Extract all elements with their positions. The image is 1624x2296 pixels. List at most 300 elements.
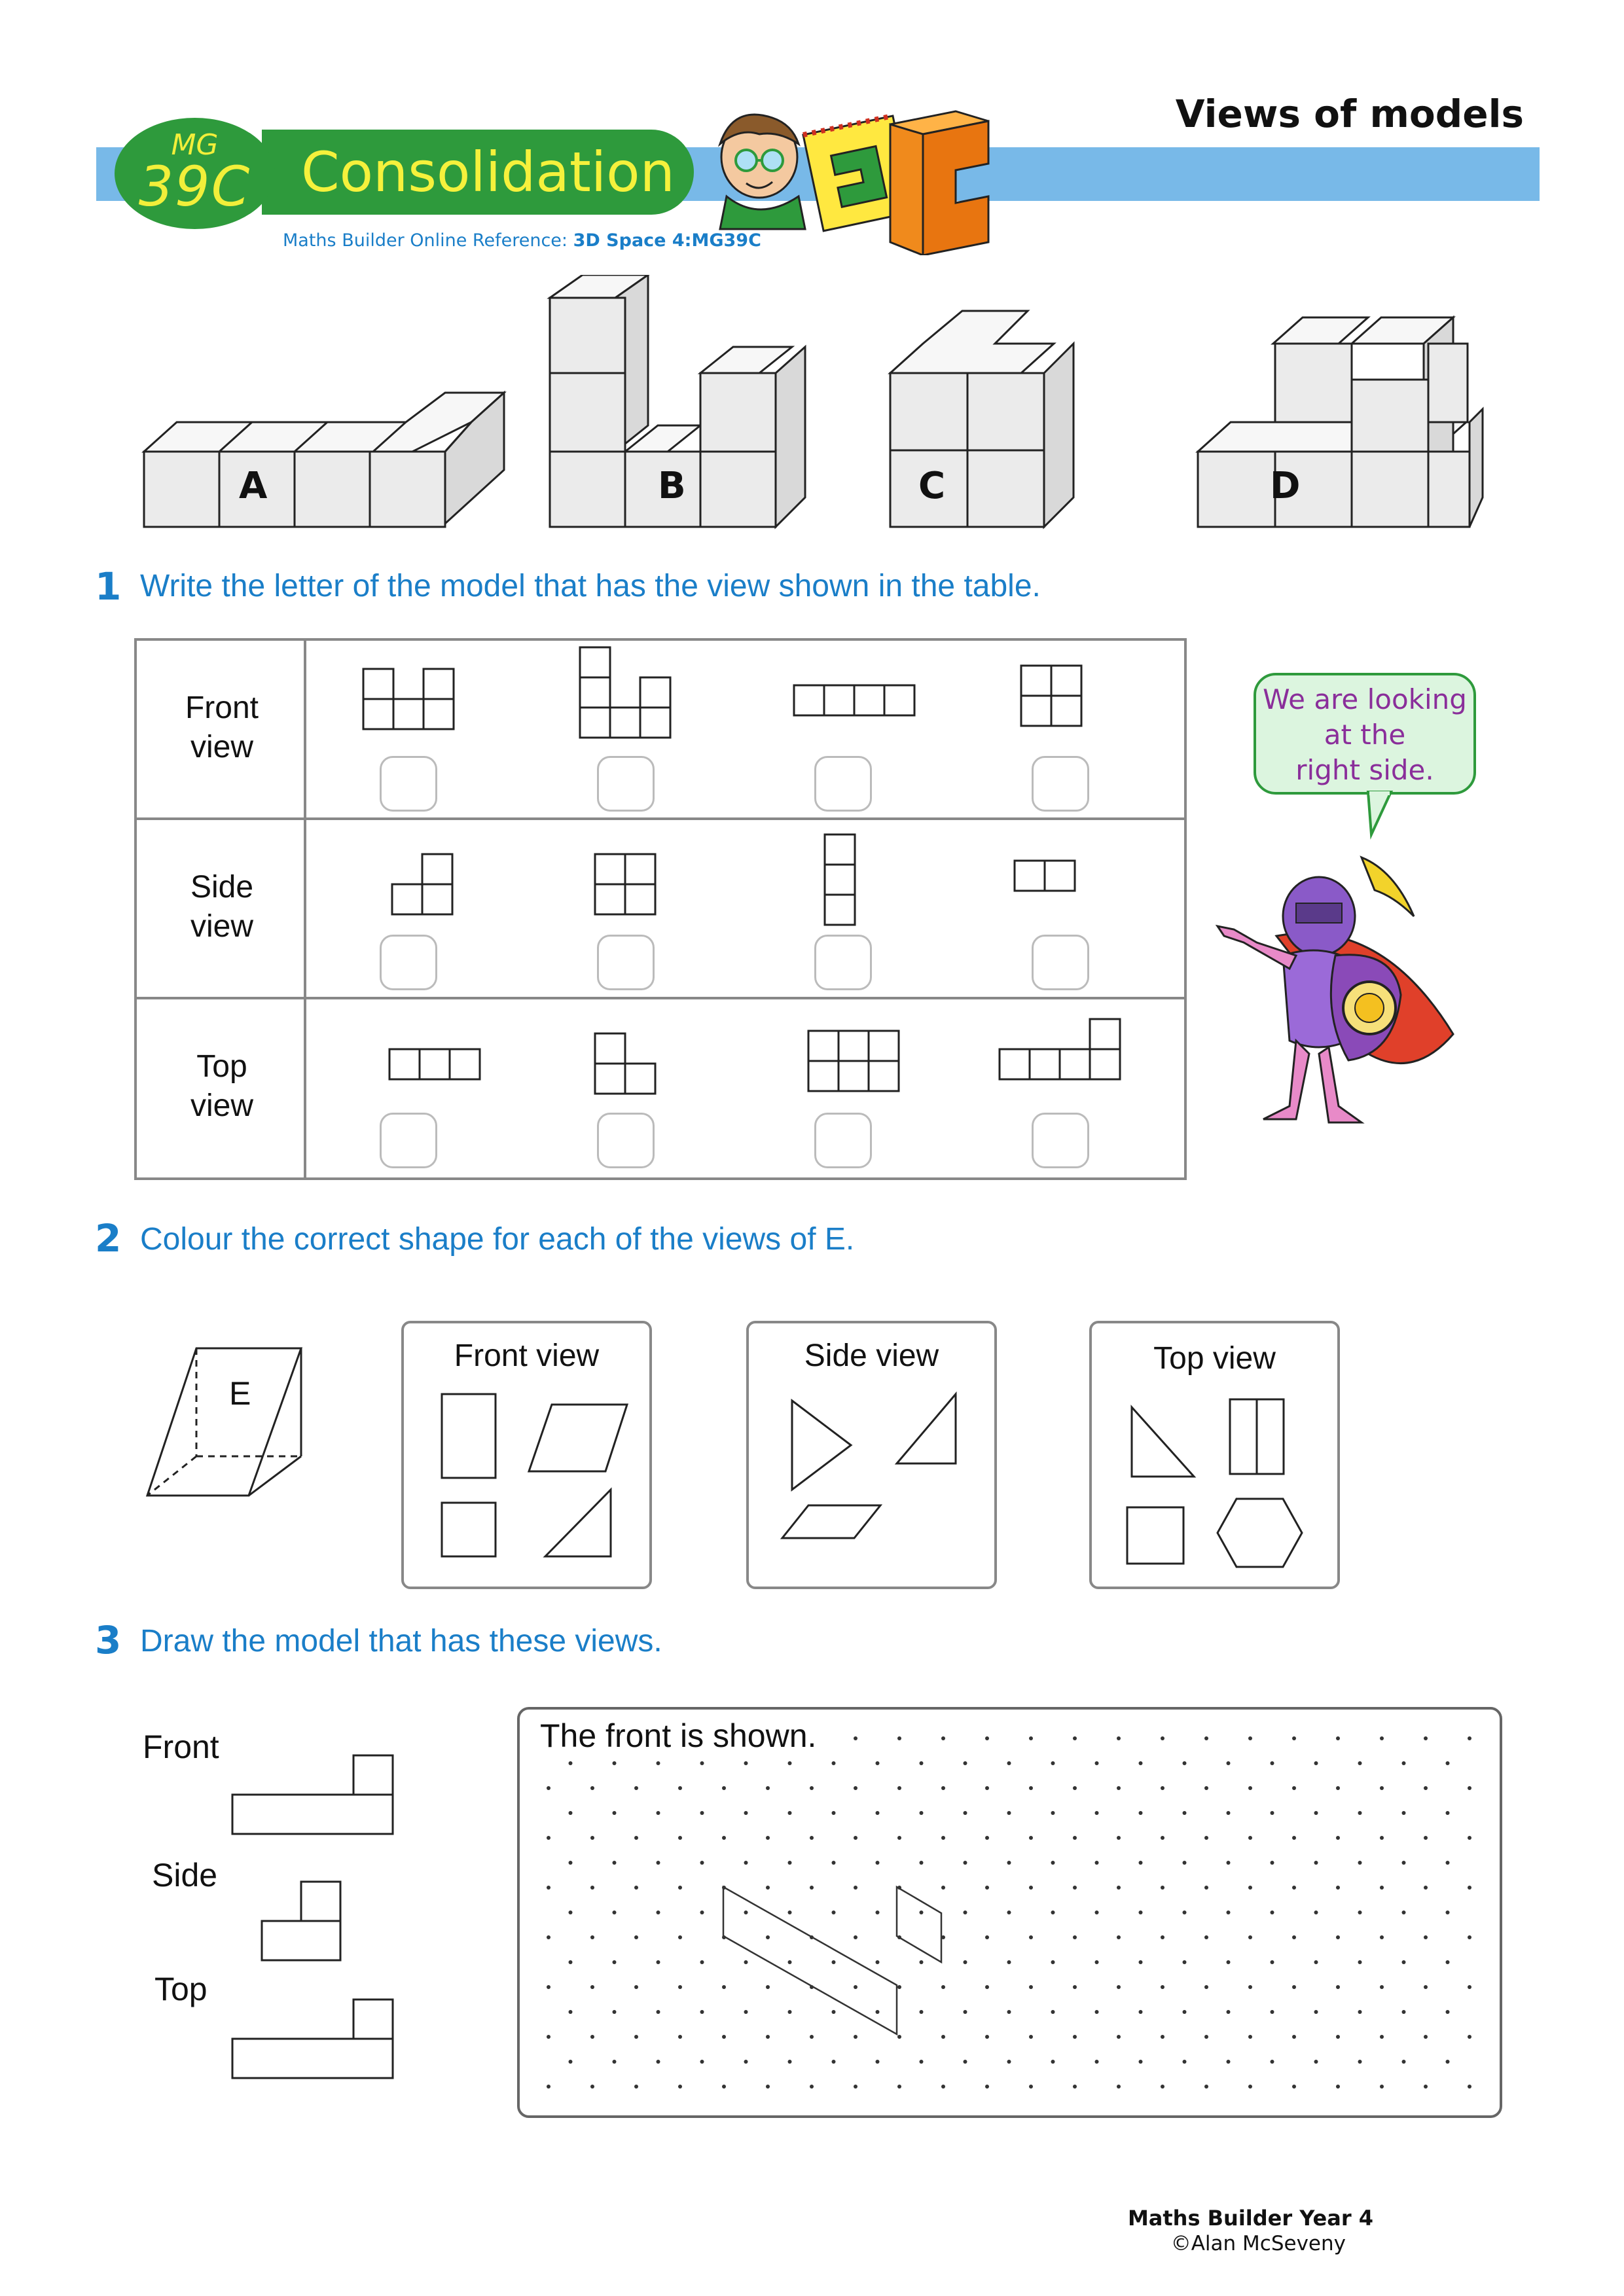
grid-dot: [1029, 1985, 1033, 1989]
grid-dot: [1402, 1811, 1406, 1815]
grid-dot: [1051, 1761, 1055, 1765]
grid-dot: [590, 1836, 594, 1840]
grid-dot: [613, 2060, 617, 2064]
question-3-number: 3: [95, 1618, 122, 1662]
grid-dot: [678, 1836, 682, 1840]
grid-dot: [1117, 1935, 1121, 1939]
online-reference-prefix: Maths Builder Online Reference:: [283, 230, 573, 251]
grid-dot: [897, 2085, 901, 2089]
grid-dot: [1117, 1836, 1121, 1840]
grid-dot: [897, 2035, 901, 2039]
grid-dot: [1117, 1886, 1121, 1890]
grid-dot: [1271, 1811, 1274, 1815]
grid-dot: [1358, 1811, 1362, 1815]
grid-dot: [1051, 1811, 1055, 1815]
grid-dot: [788, 1861, 792, 1865]
grid-dot: [1117, 1736, 1121, 1740]
grid-dot: [788, 1960, 792, 1964]
grid-dot: [1007, 1861, 1011, 1865]
grid-dot: [985, 2085, 989, 2089]
grid-dot: [1227, 2010, 1231, 2014]
grid-dot: [1248, 1985, 1252, 1989]
grid-dot: [1314, 1910, 1318, 1914]
row-label-top: Top view: [190, 1049, 254, 1123]
grid-dot: [1183, 2060, 1187, 2064]
grid-dot: [1204, 2035, 1208, 2039]
grid-dot: [1161, 1935, 1164, 1939]
grid-dot: [1139, 2060, 1143, 2064]
answer-box-front-1[interactable]: [380, 756, 437, 812]
grid-dot: [1248, 1935, 1252, 1939]
grid-dot: [766, 1935, 770, 1939]
grid-dot: [1271, 1960, 1274, 1964]
grid-dot: [1446, 1811, 1450, 1815]
grid-dot: [1227, 1761, 1231, 1765]
grid-dot: [920, 2060, 924, 2064]
front-view-panel-title: Front view: [454, 1338, 600, 1373]
model-label-c: C: [918, 465, 946, 507]
grid-dot: [590, 1786, 594, 1790]
grid-dot: [766, 1985, 770, 1989]
grid-dot: [1117, 2035, 1121, 2039]
grid-dot: [1402, 1861, 1406, 1865]
option-triangle-right[interactable]: [792, 1401, 851, 1490]
grid-dot: [832, 1960, 836, 1964]
grid-dot: [613, 1960, 617, 1964]
knight-mascot-illustration: [1198, 844, 1486, 1145]
option-hexagon[interactable]: [1218, 1499, 1302, 1567]
grid-dot: [1424, 2085, 1428, 2089]
grid-dot: [876, 1960, 880, 1964]
grid-dot: [832, 1910, 836, 1914]
grid-dot: [1380, 2035, 1384, 2039]
grid-dot: [1007, 2060, 1011, 2064]
grid-dot: [722, 1985, 726, 1989]
grid-dot: [744, 1861, 748, 1865]
grid-dot: [657, 1761, 660, 1765]
grid-dot: [1380, 1786, 1384, 1790]
grid-dot: [1204, 2085, 1208, 2089]
grid-dot: [897, 1836, 901, 1840]
prism-e-drawing: [141, 1342, 311, 1512]
q3-top-view: [232, 2000, 393, 2078]
cartoon-boy-illustration: [720, 115, 805, 229]
grid-dot: [1314, 1761, 1318, 1765]
grid-dot: [1248, 1786, 1252, 1790]
grid-dot: [1139, 2010, 1143, 2014]
header-illustration: [694, 98, 1087, 255]
grid-dot: [985, 1886, 989, 1890]
option-parallelogram-flat[interactable]: [782, 1505, 880, 1538]
grid-dot: [788, 1761, 792, 1765]
answer-box-front-3[interactable]: [814, 756, 872, 812]
answer-box-top-3[interactable]: [814, 1113, 872, 1168]
grid-dot: [1204, 1736, 1208, 1740]
grid-dot: [1029, 1786, 1033, 1790]
grid-dot: [590, 1935, 594, 1939]
grid-dot: [788, 2060, 792, 2064]
grid-dot: [590, 2085, 594, 2089]
grid-dot: [569, 1960, 573, 1964]
grid-dot: [788, 2010, 792, 2014]
grid-dot: [1073, 1935, 1077, 1939]
grid-dot: [590, 1886, 594, 1890]
grid-dot: [788, 1811, 792, 1815]
grid-dot: [1029, 2035, 1033, 2039]
grid-dot: [1292, 1786, 1296, 1790]
grid-dot: [1424, 2035, 1428, 2039]
grid-dot: [1336, 1935, 1340, 1939]
row-label-front: Front view: [185, 691, 259, 764]
grid-dot: [1468, 1836, 1471, 1840]
grid-dot: [700, 2010, 704, 2014]
grid-dot: [657, 1811, 660, 1815]
grid-dot: [985, 1935, 989, 1939]
grid-dot: [590, 1985, 594, 1989]
model-a: [144, 393, 504, 527]
grid-dot: [1424, 1836, 1428, 1840]
grid-dot: [766, 2035, 770, 2039]
grid-dot: [985, 1736, 989, 1740]
grid-dot: [1227, 1910, 1231, 1914]
grid-dot: [547, 2085, 550, 2089]
grid-dot: [941, 1985, 945, 1989]
grid-dot: [1095, 2010, 1099, 2014]
page-title: Views of models: [1175, 92, 1524, 136]
grid-dot: [941, 1786, 945, 1790]
answer-box-side-2[interactable]: [597, 935, 655, 990]
lesson-code: 39C: [138, 154, 251, 219]
grid-dot: [1424, 1985, 1428, 1989]
option-rectangle-tall[interactable]: [442, 1394, 496, 1478]
grid-dot: [613, 1861, 617, 1865]
top-view-2: [595, 1033, 655, 1094]
grid-dot: [766, 1786, 770, 1790]
grid-dot: [941, 2035, 945, 2039]
grid-dot: [1402, 1761, 1406, 1765]
grid-dot: [876, 1910, 880, 1914]
grid-dot: [1095, 1960, 1099, 1964]
speech-bubble-tail: [1362, 789, 1414, 841]
grid-dot: [1029, 1886, 1033, 1890]
grid-dot: [1314, 1861, 1318, 1865]
model-c: [890, 311, 1074, 527]
grid-dot: [1314, 1960, 1318, 1964]
grid-dot: [1358, 1910, 1362, 1914]
grid-dot: [569, 1811, 573, 1815]
q3-view-drawings: [229, 1748, 406, 2088]
grid-dot: [766, 1886, 770, 1890]
grid-dot: [700, 2060, 704, 2064]
grid-dot: [700, 1761, 704, 1765]
grid-dot: [1336, 2035, 1340, 2039]
grid-dot: [547, 1886, 550, 1890]
grid-dot: [1161, 1736, 1164, 1740]
answer-box-top-2[interactable]: [597, 1113, 655, 1168]
grid-dot: [941, 1836, 945, 1840]
grid-dot: [854, 1935, 857, 1939]
answer-box-top-4[interactable]: [1032, 1113, 1089, 1168]
top-view-options: [1089, 1321, 1340, 1589]
side-view-options: [746, 1321, 997, 1589]
grid-dot: [700, 1910, 704, 1914]
answer-box-front-2[interactable]: [597, 756, 655, 812]
grid-dot: [766, 1836, 770, 1840]
grid-dot: [1073, 1985, 1077, 1989]
grid-dot: [1292, 2035, 1296, 2039]
online-reference: [283, 230, 761, 251]
grid-dot: [634, 2085, 638, 2089]
grid-dot: [1183, 1861, 1187, 1865]
grid-dot: [920, 2010, 924, 2014]
speech-bubble: We are looking at the right side.: [1254, 673, 1476, 795]
grid-dot: [1029, 1736, 1033, 1740]
grid-dot: [1358, 2010, 1362, 2014]
grid-dot: [1204, 1935, 1208, 1939]
lesson-code-badge: [115, 118, 275, 229]
grid-dot: [1227, 1811, 1231, 1815]
grid-dot: [1468, 1786, 1471, 1790]
grid-dot: [1402, 1910, 1406, 1914]
grid-dot: [1292, 2085, 1296, 2089]
side-view-panel-title: Side view: [804, 1338, 939, 1373]
grid-dot: [1358, 1761, 1362, 1765]
grid-dot: [810, 2085, 814, 2089]
question-2-number: 2: [95, 1216, 122, 1261]
grid-dot: [1073, 1836, 1077, 1840]
grid-dot: [1424, 1935, 1428, 1939]
grid-dot: [964, 1811, 967, 1815]
grid-dot: [876, 2010, 880, 2014]
question-1-text: Write the letter of the model that has the view shown in the table.: [140, 569, 1041, 603]
grid-dot: [1073, 1786, 1077, 1790]
option-square[interactable]: [442, 1503, 496, 1556]
top-view-panel-title: Top view: [1153, 1341, 1276, 1376]
grid-dot: [1161, 2085, 1164, 2089]
front-view-1: [363, 669, 454, 729]
top-view-3: [808, 1031, 899, 1091]
grid-dot: [1095, 1761, 1099, 1765]
grid-dot: [678, 1786, 682, 1790]
grid-dot: [1402, 2060, 1406, 2064]
grid-dot: [744, 1811, 748, 1815]
grid-dot: [678, 1935, 682, 1939]
grid-dot: [1314, 2060, 1318, 2064]
online-reference-value: 3D Space 4:MG39C: [573, 230, 761, 251]
grid-dot: [1424, 1886, 1428, 1890]
grid-dot: [1029, 1935, 1033, 1939]
grid-dot: [832, 2010, 836, 2014]
grid-dot: [657, 1910, 660, 1914]
model-label-b: B: [658, 465, 686, 507]
grid-dot: [897, 1985, 901, 1989]
grid-dot: [1029, 1836, 1033, 1840]
q3-side-view: [262, 1882, 340, 1960]
grid-dot: [569, 1861, 573, 1865]
grid-dot: [810, 1886, 814, 1890]
side-view-2: [595, 854, 655, 914]
grid-dot: [1271, 1861, 1274, 1865]
grid-dot: [1336, 1736, 1340, 1740]
grid-dot: [920, 1861, 924, 1865]
grid-dot: [744, 1910, 748, 1914]
grid-dot: [1007, 1960, 1011, 1964]
grid-dot: [1358, 1861, 1362, 1865]
grid-dot: [1446, 2060, 1450, 2064]
grid-dot: [744, 2060, 748, 2064]
grid-dot: [1161, 1886, 1164, 1890]
front-view-2: [580, 647, 670, 738]
grid-dot: [700, 1861, 704, 1865]
option-triangle[interactable]: [1132, 1407, 1194, 1477]
grid-dot: [613, 2010, 617, 2014]
grid-dot: [1007, 2010, 1011, 2014]
grid-dot: [700, 1811, 704, 1815]
grid-dot: [1424, 1786, 1428, 1790]
grid-dot: [1271, 2010, 1274, 2014]
grid-dot: [1358, 2060, 1362, 2064]
grid-dot: [1380, 1736, 1384, 1740]
answer-box-side-4[interactable]: [1032, 935, 1089, 990]
grid-dot: [1204, 1886, 1208, 1890]
front-view-3: [794, 685, 914, 715]
grid-dot: [1183, 2010, 1187, 2014]
grid-dot: [1314, 1811, 1318, 1815]
option-triangle-right-angle[interactable]: [897, 1394, 956, 1463]
grid-dot: [1139, 1761, 1143, 1765]
grid-dot: [1161, 1786, 1164, 1790]
grid-dot: [657, 2010, 660, 2014]
grid-dot: [985, 1836, 989, 1840]
side-view-1: [392, 854, 452, 914]
grid-dot: [722, 1786, 726, 1790]
grid-dot: [1402, 2010, 1406, 2014]
grid-dot: [985, 1786, 989, 1790]
grid-dot: [1468, 1935, 1471, 1939]
grid-dot: [854, 1836, 857, 1840]
grid-dot: [1380, 1836, 1384, 1840]
grid-dot: [1468, 2035, 1471, 2039]
grid-dot: [941, 1886, 945, 1890]
grid-dot: [722, 2035, 726, 2039]
grid-dot: [678, 2035, 682, 2039]
grid-dot: [832, 2060, 836, 2064]
grid-dot: [1073, 2035, 1077, 2039]
grid-dot: [1204, 1836, 1208, 1840]
grid-dot: [1117, 2085, 1121, 2089]
grid-dot: [722, 2085, 726, 2089]
grid-dot: [1292, 1985, 1296, 1989]
answer-box-front-4[interactable]: [1032, 756, 1089, 812]
grid-dot: [810, 1786, 814, 1790]
grid-dot: [1007, 1910, 1011, 1914]
grid-dot: [1227, 1960, 1231, 1964]
grid-dot: [722, 1836, 726, 1840]
grid-dot: [876, 1861, 880, 1865]
grid-dot: [657, 1960, 660, 1964]
grid-dot: [964, 1861, 967, 1865]
section-title: Consolidation: [262, 130, 694, 215]
grid-dot: [1248, 1736, 1252, 1740]
grid-dot: [634, 1886, 638, 1890]
grid-dot: [920, 1761, 924, 1765]
model-label-d: D: [1270, 465, 1301, 507]
grid-dot: [1183, 1960, 1187, 1964]
grid-dot: [1336, 1786, 1340, 1790]
grid-dot: [810, 2035, 814, 2039]
grid-dot: [1402, 1960, 1406, 1964]
answer-box-side-1[interactable]: [380, 935, 437, 990]
grid-dot: [1271, 1910, 1274, 1914]
grid-dot: [634, 1935, 638, 1939]
grid-dot: [1117, 1985, 1121, 1989]
grid-dot: [678, 2085, 682, 2089]
grid-dot: [854, 1985, 857, 1989]
grid-dot: [1380, 2085, 1384, 2089]
option-parallelogram[interactable]: [529, 1405, 627, 1471]
grid-dot: [744, 2010, 748, 2014]
grid-dot: [1292, 1836, 1296, 1840]
grid-dot: [547, 1985, 550, 1989]
row-label-side: Side view: [190, 870, 254, 944]
view-label-front: Front: [143, 1729, 219, 1765]
grid-dot: [1292, 1935, 1296, 1939]
grid-dot: [1314, 2010, 1318, 2014]
grid-dot: [1051, 1861, 1055, 1865]
footer-title: Maths Builder Year 4: [1127, 2206, 1373, 2231]
grid-dot: [1336, 2085, 1340, 2089]
grid-dot: [854, 2035, 857, 2039]
grid-dot: [854, 2085, 857, 2089]
grid-dot: [1271, 1761, 1274, 1765]
footer-copyright: ©Alan McSeveny: [1170, 2232, 1346, 2255]
option-triangle[interactable]: [545, 1490, 611, 1556]
grid-dot: [1007, 1761, 1011, 1765]
grid-dot: [1095, 1811, 1099, 1815]
grid-dot: [832, 1761, 836, 1765]
grid-dot: [634, 1786, 638, 1790]
grid-dot: [657, 2060, 660, 2064]
grid-dot: [1117, 1786, 1121, 1790]
grid-dot: [1227, 2060, 1231, 2064]
grid-dot: [1292, 1736, 1296, 1740]
grid-dot: [964, 1910, 967, 1914]
question-2-text: Colour the correct shape for each of the views of E.: [140, 1222, 855, 1257]
grid-dot: [1446, 1861, 1450, 1865]
answer-box-top-1[interactable]: [380, 1113, 437, 1168]
side-view-4: [1015, 861, 1075, 891]
grid-dot: [1446, 2010, 1450, 2014]
option-square[interactable]: [1127, 1507, 1183, 1564]
q3-front-view: [232, 1755, 393, 1834]
strand-label: MG: [171, 128, 219, 162]
grid-dot: [613, 1761, 617, 1765]
grid-dot: [1051, 2060, 1055, 2064]
grid-dot: [547, 1836, 550, 1840]
grid-dot: [1161, 1985, 1164, 1989]
grid-dot: [1292, 1886, 1296, 1890]
grid-dot: [1139, 1960, 1143, 1964]
grid-dot: [964, 1960, 967, 1964]
prism-label: E: [229, 1375, 251, 1412]
top-view-1: [389, 1049, 480, 1079]
grid-caption: The front is shown.: [540, 1717, 817, 1754]
grid-dot: [700, 1960, 704, 1964]
grid-dot: [634, 1836, 638, 1840]
answer-box-side-3[interactable]: [814, 935, 872, 990]
grid-dot: [1446, 1761, 1450, 1765]
grid-dot: [897, 1736, 901, 1740]
